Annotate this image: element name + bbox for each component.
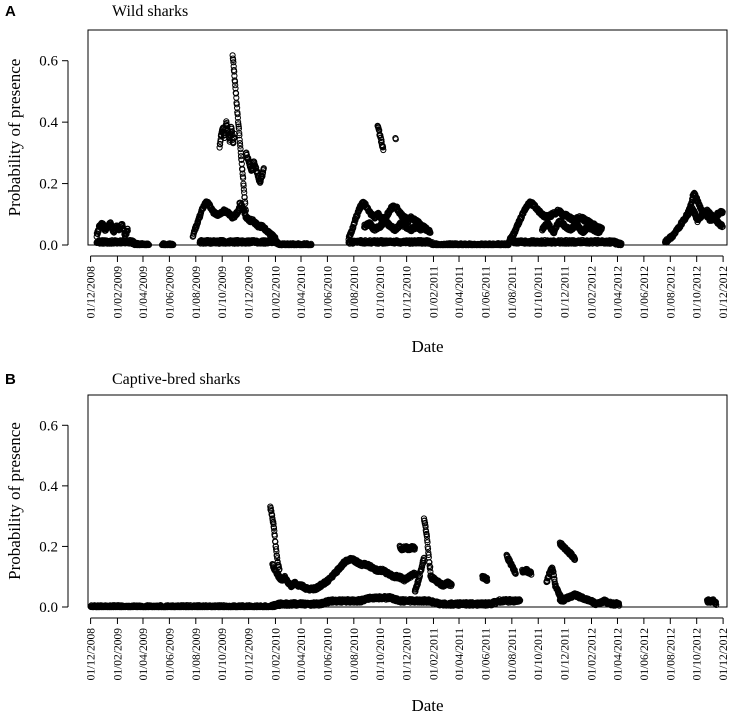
x-tick-label: 01/12/2011	[559, 628, 572, 680]
x-tick-label: 01/04/2011	[454, 628, 467, 680]
x-tick-label: 01/04/2010	[296, 628, 308, 681]
x-tick-label: 01/04/2009	[137, 266, 150, 319]
x-axis-title: Date	[411, 696, 444, 714]
x-tick-label: 01/04/2012	[612, 628, 625, 681]
x-tick-label: 01/12/2009	[243, 266, 256, 319]
x-tick-label: 01/06/2011	[480, 266, 493, 318]
x-tick-label: 01/02/2012	[586, 266, 599, 319]
x-tick-label: 01/12/2008	[85, 266, 98, 319]
x-tick-label: 01/06/2009	[164, 266, 177, 319]
panel-title: Captive-bred sharks	[112, 371, 241, 388]
x-tick-label: 01/10/2012	[691, 266, 704, 319]
x-tick-label: 01/08/2011	[506, 628, 519, 680]
y-tick-label: 0.4	[39, 478, 58, 495]
x-tick-label: 01/12/2009	[243, 628, 256, 681]
x-tick-label: 01/06/2011	[480, 628, 493, 680]
x-tick-label: 01/02/2012	[586, 628, 599, 681]
x-tick-label: 01/02/2011	[428, 628, 441, 680]
y-tick-label: 0.4	[39, 115, 58, 132]
x-tick-label: 01/10/2012	[691, 628, 704, 681]
x-tick-label: 01/12/2010	[401, 628, 414, 681]
x-tick-label: 01/08/2012	[665, 266, 678, 319]
x-tick-label: 01/12/2012	[718, 266, 731, 319]
panel-title: Wild sharks	[112, 3, 189, 20]
x-tick-label: 01/08/2012	[665, 628, 678, 681]
x-tick-label: 01/12/2008	[85, 628, 98, 681]
x-tick-label: 01/12/2011	[559, 266, 572, 318]
panel-b	[5, 371, 730, 714]
x-tick-label: 01/10/2009	[217, 628, 230, 681]
x-tick-label: 01/02/2009	[112, 628, 125, 681]
y-axis-title: Probability of presence	[5, 58, 24, 217]
x-tick-label: 01/08/2010	[348, 266, 361, 319]
plot-frame	[88, 30, 727, 245]
x-tick-label: 01/06/2012	[638, 266, 651, 319]
x-tick-label: 01/12/2010	[401, 266, 414, 319]
x-axis-title: Date	[411, 337, 444, 356]
y-tick-label: 0.0	[39, 238, 58, 254]
y-tick-label: 0.6	[39, 53, 58, 70]
y-tick-label: 0.0	[39, 600, 58, 616]
data-points	[94, 53, 725, 248]
x-tick-label: 01/02/2009	[112, 266, 125, 319]
x-tick-label: 01/10/2011	[533, 266, 546, 318]
x-tick-label: 01/06/2010	[322, 628, 335, 681]
x-tick-label: 01/10/2009	[217, 266, 230, 319]
x-tick-label: 01/04/2012	[612, 266, 625, 319]
x-tick-label: 01/10/2010	[375, 628, 388, 681]
x-tick-label: 01/08/2009	[190, 266, 203, 319]
panel-letter: B	[5, 371, 16, 388]
x-tick-label: 01/02/2011	[428, 266, 441, 318]
x-tick-label: 01/12/2012	[718, 628, 731, 681]
x-tick-label: 01/02/2010	[270, 628, 283, 681]
y-tick-label: 0.2	[39, 176, 58, 193]
x-tick-label: 01/02/2010	[270, 266, 283, 319]
x-tick-label: 01/08/2010	[348, 628, 361, 681]
x-tick-label: 01/10/2010	[375, 266, 388, 319]
x-tick-label: 01/08/2009	[190, 628, 203, 681]
y-axis-title: Probability of presence	[5, 422, 24, 580]
x-tick-label: 01/10/2011	[533, 628, 546, 680]
panel-a	[5, 3, 730, 356]
x-tick-label: 01/04/2011	[454, 266, 467, 318]
x-tick-label: 01/08/2011	[506, 266, 519, 318]
panel-letter: A	[5, 3, 16, 20]
y-tick-label: 0.6	[39, 418, 58, 435]
x-tick-label: 01/04/2010	[296, 266, 308, 319]
x-tick-label: 01/06/2009	[164, 628, 177, 681]
x-tick-label: 01/06/2012	[638, 628, 651, 681]
x-tick-label: 01/04/2009	[137, 628, 150, 681]
y-tick-label: 0.2	[39, 539, 58, 556]
data-points	[88, 504, 719, 610]
x-tick-label: 01/06/2010	[322, 266, 335, 319]
